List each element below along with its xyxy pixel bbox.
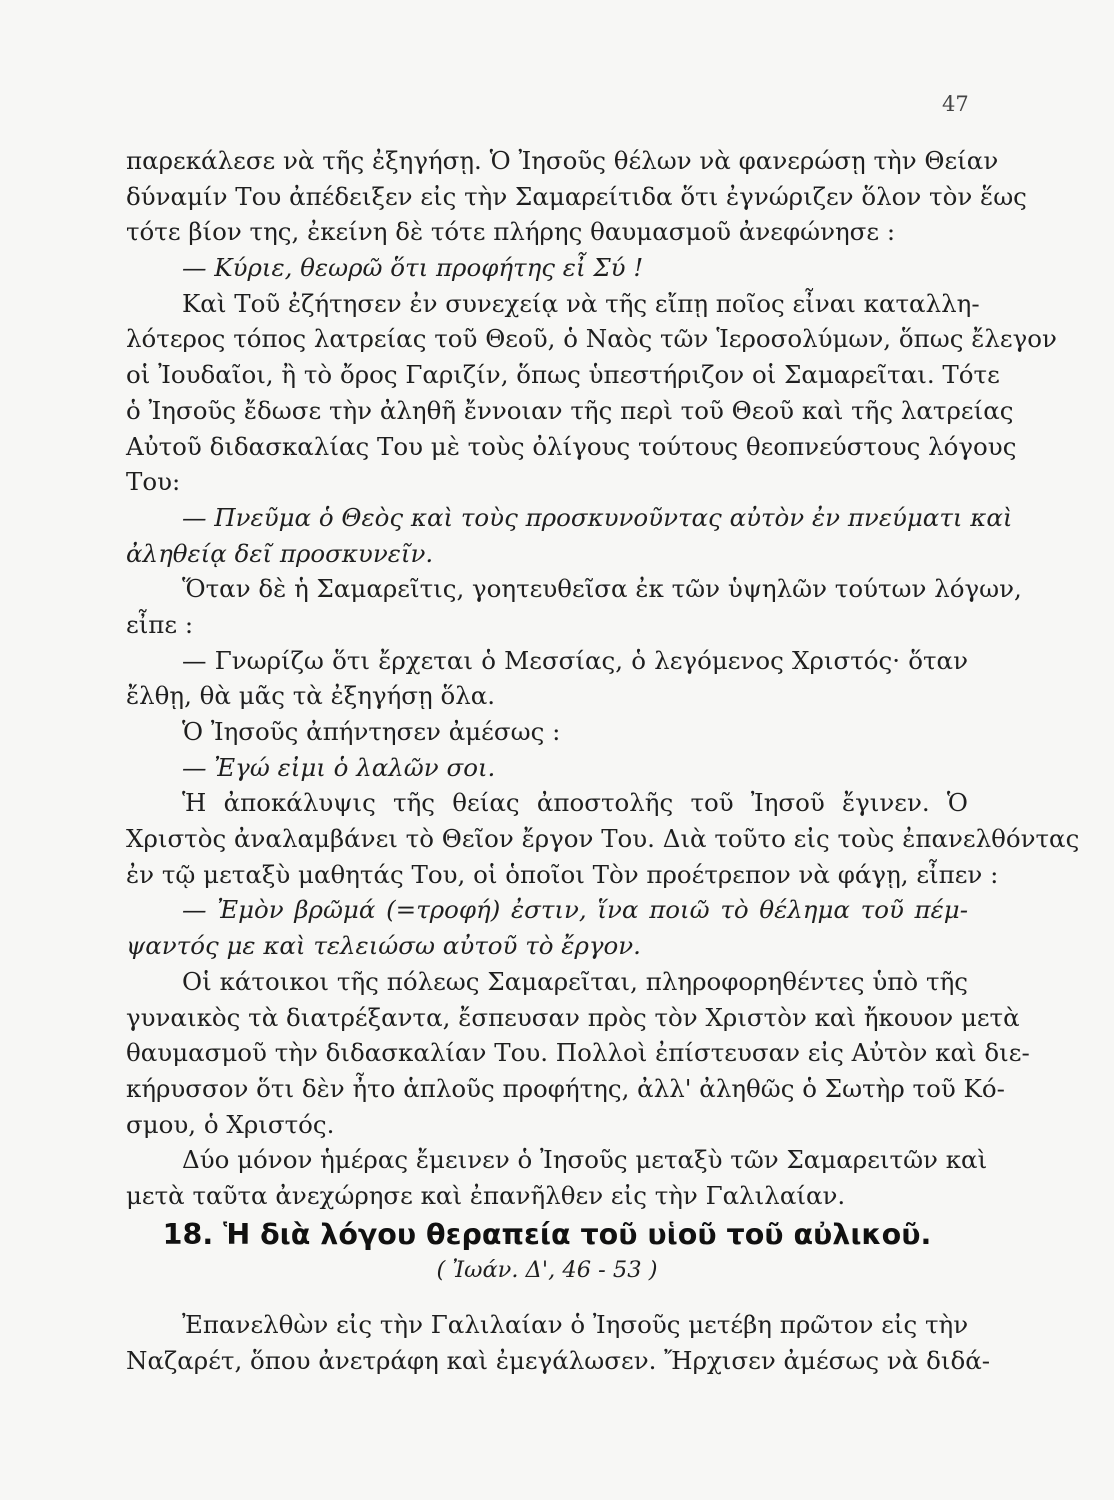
text-line: μετὰ ταῦτα ἀνεχώρησε καὶ ἐπανῆλθεν εἰς τὴν Γαλιλαίαν. [126, 1180, 846, 1210]
text-line: ἀληθείᾳ δεῖ προσκυνεῖν. [126, 538, 434, 568]
text-line: Ναζαρέτ, ὅπου ἀνετράφη καὶ ἐμεγάλωσεν. Ἤρχισεν ἀμέσως νὰ διδά- [126, 1345, 991, 1375]
text-line: Ὁ Ἰησοῦς ἀπήντησεν ἀμέσως : [182, 717, 561, 746]
text-line: — Πνεῦμα ὁ Θεὸς καὶ τοὺς προσκυνοῦντας αὐτὸν ἐν πνεύματι καὶ [182, 502, 1013, 532]
text-line: δύναμίν Του ἀπέδειξεν εἰς τὴν Σαμαρείτιδα ὅτι ἐγνώριζεν ὅλον τὸν ἕως [126, 181, 1027, 211]
page-number: 47 [942, 92, 969, 116]
text-line: — Ἐγώ εἰμι ὁ λαλῶν σοι. [182, 752, 496, 782]
text-line: ἐν τῷ μεταξὺ μαθητάς Του, οἱ ὁποῖοι Τὸν προέτρεπον νὰ φάγῃ, εἶπεν : [126, 859, 999, 889]
text-line: Αὐτοῦ διδασκαλίας Του μὲ τοὺς ὀλίγους τούτους θεοπνεύστους λόγους [126, 431, 1017, 461]
text-line: οἱ Ἰουδαῖοι, ἢ τὸ ὄρος Γαριζίν, ὅπως ὑπεστήριζον οἱ Σαμαρεῖται. Τότε [126, 360, 1000, 390]
text-line: — Ἐμὸν βρῶμά (=τροφή) ἐστιν, ἵνα ποιῶ τὸ θέλημα τοῦ πέμ- [182, 895, 968, 925]
text-line: κήρυσσον ὅτι δὲν ἦτο ἁπλοῦς προφήτης, ἀλλ' ἀληθῶς ὁ Σωτὴρ τοῦ Κό- [126, 1073, 1005, 1103]
text-line: Του: [126, 467, 181, 497]
text-line: Ἡ ἀποκάλυψις τῆς θείας ἀποστολῆς τοῦ Ἰησοῦ ἔγινεν. Ὁ [182, 788, 968, 818]
section-heading-block [126, 1218, 968, 1283]
section-heading: 18. Ἡ διὰ λόγου θεραπεία τοῦ υἱοῦ τοῦ αὐλικοῦ. [162, 1218, 932, 1251]
text-line: Οἱ κάτοικοι τῆς πόλεως Σαμαρεῖται, πληροφορηθέντες ὑπὸ τῆς [182, 966, 968, 996]
text-line: εἶπε : [126, 609, 194, 639]
text-line: παρεκάλεσε νὰ τῆς ἐξηγήσῃ. Ὁ Ἰησοῦς θέλων νὰ φανερώσῃ τὴν Θείαν [126, 146, 999, 175]
text-line: τότε βίον της, ἐκείνη δὲ τότε πλήρης θαυμασμοῦ ἀνεφώνησε : [126, 217, 896, 247]
body-text [126, 143, 1080, 1214]
text-line: — Κύριε, θεωρῶ ὅτι προφήτης εἶ Σύ ! [182, 253, 644, 283]
text-line: Δύο μόνον ἡμέρας ἔμεινεν ὁ Ἰησοῦς μεταξὺ τῶν Σαμαρειτῶν καὶ [182, 1145, 988, 1175]
text-line: Ἐπανελθὼν εἰς τὴν Γαλιλαίαν ὁ Ἰησοῦς μετέβη πρῶτον εἰς τὴν [182, 1310, 969, 1339]
text-line: σμου, ὁ Χριστός. [126, 1109, 335, 1139]
text-line: Ὅταν δὲ ἡ Σαμαρεῖτις, γοητευθεῖσα ἐκ τῶν ὑψηλῶν τούτων λόγων, [182, 574, 1022, 604]
body-text-after-heading [126, 1307, 991, 1378]
text-line: ψαντός με καὶ τελειώσω αὐτοῦ τὸ ἔργον. [126, 931, 641, 961]
text-line: Χριστὸς ἀναλαμβάνει τὸ Θεῖον ἔργον Του. Διὰ τοῦτο εἰς τοὺς ἐπανελθόντας [126, 824, 1080, 854]
text-line: Καὶ Τοῦ ἐζήτησεν ἐν συνεχείᾳ νὰ τῆς εἴπῃ ποῖος εἶναι καταλλη- [182, 288, 980, 318]
text-line: — Γνωρίζω ὅτι ἔρχεται ὁ Μεσσίας, ὁ λεγόμενος Χριστός· ὅταν [182, 645, 968, 675]
scripture-reference: ( Ἰωάν. Δ', 46 - 53 ) [436, 1257, 658, 1283]
text-line: λότερος τόπος λατρείας τοῦ Θεοῦ, ὁ Ναὸς τῶν Ἱεροσολύμων, ὅπως ἔλεγον [126, 324, 1057, 354]
text-line: θαυμασμοῦ τὴν διδασκαλίαν Του. Πολλοὶ ἐπίστευσαν εἰς Αὐτὸν καὶ διε- [126, 1038, 1030, 1068]
text-line: ἔλθῃ, θὰ μᾶς τὰ ἐξηγήσῃ ὅλα. [126, 681, 496, 711]
text-line: ὁ Ἰησοῦς ἔδωσε τὴν ἀληθῆ ἔννοιαν τῆς περὶ τοῦ Θεοῦ καὶ τῆς λατρείας [126, 395, 1014, 425]
text-line: γυναικὸς τὰ διατρέξαντα, ἔσπευσαν πρὸς τὸν Χριστὸν καὶ ἤκουον μετὰ [126, 1002, 1020, 1032]
